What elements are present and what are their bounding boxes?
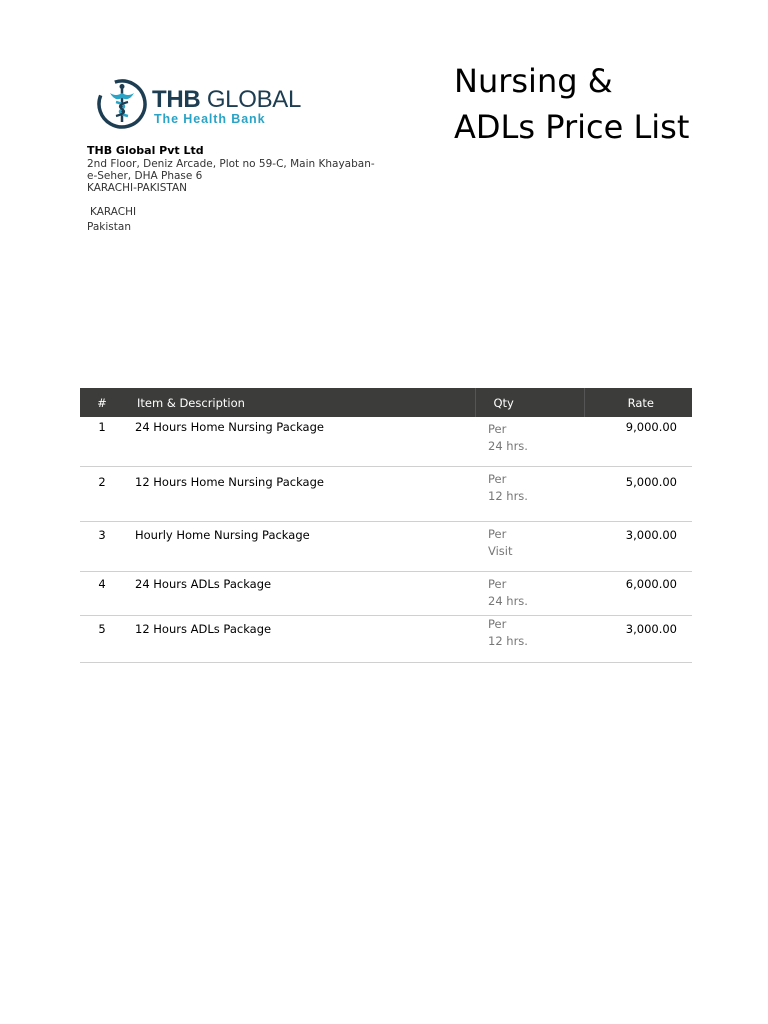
logo-wordmark bbox=[152, 88, 301, 125]
caduceus-icon bbox=[96, 78, 148, 130]
table-header-row bbox=[80, 388, 692, 417]
row-number: 4 bbox=[80, 572, 124, 616]
header-description: Item & Description bbox=[137, 395, 245, 410]
row-number: 3 bbox=[80, 522, 124, 572]
company-address: 2nd Floor, Deniz Arcade, Plot no 59-C, Main Khayaban-e-Seher, DHA Phase 6 bbox=[87, 158, 375, 182]
row-qty-period: 12 hrs. bbox=[488, 634, 528, 648]
row-qty-period: 12 hrs. bbox=[488, 489, 528, 503]
table-row bbox=[80, 417, 692, 467]
row-number: 2 bbox=[80, 467, 124, 522]
row-qty-unit: Per bbox=[488, 422, 507, 436]
row-description: 12 Hours ADLs Package bbox=[124, 616, 475, 663]
row-rate: 9,000.00 bbox=[584, 417, 692, 467]
logo-brand-light: GLOBAL bbox=[206, 86, 302, 113]
row-qty-unit: Per bbox=[488, 617, 507, 631]
row-qty bbox=[475, 417, 584, 467]
row-rate: 3,000.00 bbox=[584, 616, 692, 663]
logo-tagline: The Health Bank bbox=[154, 112, 266, 126]
table-row bbox=[80, 522, 692, 572]
table-row bbox=[80, 616, 692, 663]
row-qty bbox=[475, 467, 584, 522]
title-line-1: Nursing & bbox=[454, 62, 613, 100]
company-logo bbox=[96, 78, 302, 134]
row-description: Hourly Home Nursing Package bbox=[124, 522, 475, 572]
row-rate: 3,000.00 bbox=[584, 522, 692, 572]
company-country: Pakistan bbox=[87, 221, 131, 233]
row-qty-unit: Per bbox=[488, 527, 507, 541]
logo-brand-bold: THB bbox=[152, 86, 201, 113]
table-row bbox=[80, 572, 692, 616]
header-qty: Qty bbox=[475, 388, 584, 417]
row-qty bbox=[475, 616, 584, 663]
header-number: # bbox=[97, 395, 107, 410]
row-qty bbox=[475, 522, 584, 572]
company-address-block bbox=[87, 145, 377, 233]
row-description: 24 Hours Home Nursing Package bbox=[124, 417, 475, 467]
row-qty-period: 24 hrs. bbox=[488, 439, 528, 453]
company-name: THB Global Pvt Ltd bbox=[87, 144, 204, 157]
row-qty-unit: Per bbox=[488, 472, 507, 486]
row-qty bbox=[475, 572, 584, 616]
row-qty-period: Visit bbox=[488, 544, 513, 558]
row-number: 1 bbox=[80, 417, 124, 467]
row-description: 12 Hours Home Nursing Package bbox=[124, 467, 475, 522]
row-description: 24 Hours ADLs Package bbox=[124, 572, 475, 616]
document-title bbox=[454, 58, 754, 150]
row-rate: 5,000.00 bbox=[584, 467, 692, 522]
table-row bbox=[80, 467, 692, 522]
row-number: 5 bbox=[80, 616, 124, 663]
company-region: KARACHI-PAKISTAN bbox=[87, 182, 187, 194]
header-rate: Rate bbox=[627, 395, 654, 410]
company-city: KARACHI bbox=[90, 206, 137, 218]
row-qty-unit: Per bbox=[488, 577, 507, 591]
title-line-2: ADLs Price List bbox=[454, 108, 690, 146]
price-table bbox=[80, 388, 692, 663]
row-rate: 6,000.00 bbox=[584, 572, 692, 616]
row-qty-period: 24 hrs. bbox=[488, 594, 528, 608]
